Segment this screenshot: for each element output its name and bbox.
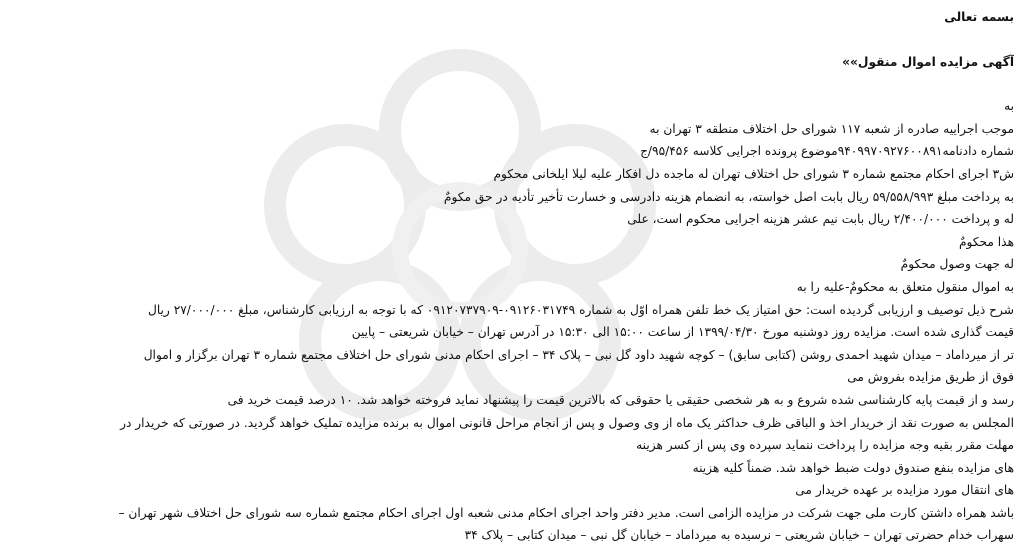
doc-line: له جهت وصول محکومٌ bbox=[900, 257, 1014, 272]
doc-line: فوق از طریق مزایده بفروش می bbox=[847, 370, 1014, 385]
doc-line: سهراب خدام حضرتی تهران – خیابان شریعتی – نرسیده به میرداماد – خیابان گل نبی – میدان کتابی – پلاک ۳۴ bbox=[464, 528, 1014, 543]
doc-line: به اموال منقول متعلق به محکومٌ-علیه را به bbox=[796, 279, 1014, 294]
doc-line: هذا محکومٌ bbox=[958, 234, 1014, 249]
doc-line: موجب اجراییه صادره از شعبه ۱۱۷ شورای حل اختلاف منطقه ۳ تهران به bbox=[649, 121, 1014, 136]
doc-heading-basmala: بسمه تعالی bbox=[944, 10, 1014, 24]
doc-line: رسد و از قیمت پایه کارشناسی شده شروع و به هر شخصی حقیقی یا حقوقی که بالاترین قیمت را پیشنهاد نماید فروخته خواهد شد. ۱۰ درصد قیمت خرید فی bbox=[227, 392, 1014, 407]
doc-line: به bbox=[1004, 99, 1014, 114]
doc-line: های انتقال مورد مزایده بر عهده خریدار می bbox=[795, 483, 1014, 498]
doc-line: باشد همراه داشتن کارت ملی جهت شرکت در مزایده الزامی است. مدیر دفتر واحد اجرای احکام مدنی شعبه اول اجرای احکام مجتمع شماره سه شورای حل اختلاف شهر تهران – bbox=[118, 505, 1014, 520]
doc-line: مهلت مقرر بقیه وجه مزایده را پرداخت ننماید سپرده وی پس از کسر هزینه bbox=[636, 438, 1014, 453]
spacer bbox=[10, 29, 1014, 51]
doc-line: قیمت گذاری شده است. مزایده روز دوشنبه مورخ ۱۳۹۹/۰۴/۳۰ از ساعت ۱۵:۰۰ الی ۱۵:۳۰ در آدرس تهران – خیابان شریعتی – پایین bbox=[351, 325, 1014, 340]
spacer bbox=[10, 73, 1014, 95]
doc-line: له و پرداخت ۲/۴۰۰/۰۰۰ ریال بابت نیم عشر هزینه اجرایی محکوم است، علی bbox=[627, 212, 1014, 227]
doc-line: شرح ذیل توصیف و ارزیابی گردیده است: حق امتیاز یک خط تلفن همراه اوّل به شماره ۰۹۱۲۶۰۳۱۷۴۹-۰۹۱۲۰۷۳۷۹۰۹ که با توجه به ارزیابی کارشناس، مبلغ ۲۷/۰۰۰/۰۰۰ ریال bbox=[147, 302, 1014, 317]
doc-line: به پرداخت مبلغ ۵۹/۵۵۸/۹۹۳ ریال بابت اصل خواسته، به انضمام هزینه دادرسی و خسارت تأخیر تأدیه در حق مکومٌ bbox=[443, 189, 1014, 204]
doc-line: تر از میرداماد – میدان شهید احمدی روشن (کتابی سابق) – کوچه شهید داود گل نبی – پلاک ۳۴ – اجرای احکام مدنی شورای حل اختلاف مجتمع شماره ۳ تهران برگزار و اموال bbox=[143, 347, 1014, 362]
doc-line: ش۳ اجرای احکام مجتمع شماره ۳ شورای حل اختلاف تهران له ماجده دل افکار علیه لیلا ایلخانی محکوم bbox=[493, 166, 1014, 181]
doc-line: های مزایده بنفع صندوق دولت ضبط خواهد شد. ضمناً کلیه هزینه bbox=[692, 460, 1014, 475]
doc-title: آگهی مزایده اموال منقول»» bbox=[842, 54, 1014, 69]
doc-line: المجلس به صورت نقد از خریدار اخذ و الباقی ظرف حداکثر یک ماه از وی وصول و پس از انجام مراحل قانونی اموال به برنده مزایده تملیک خواهد گردید. در صورتی که خریدار در bbox=[120, 415, 1014, 430]
doc-line: شماره دادنامه۹۴۰۹۹۷۰۹۲۷۶۰۰۸۹۱موضوع پرونده اجرایی کلاسه ۹۵/۴۵۶/ج bbox=[640, 144, 1014, 159]
